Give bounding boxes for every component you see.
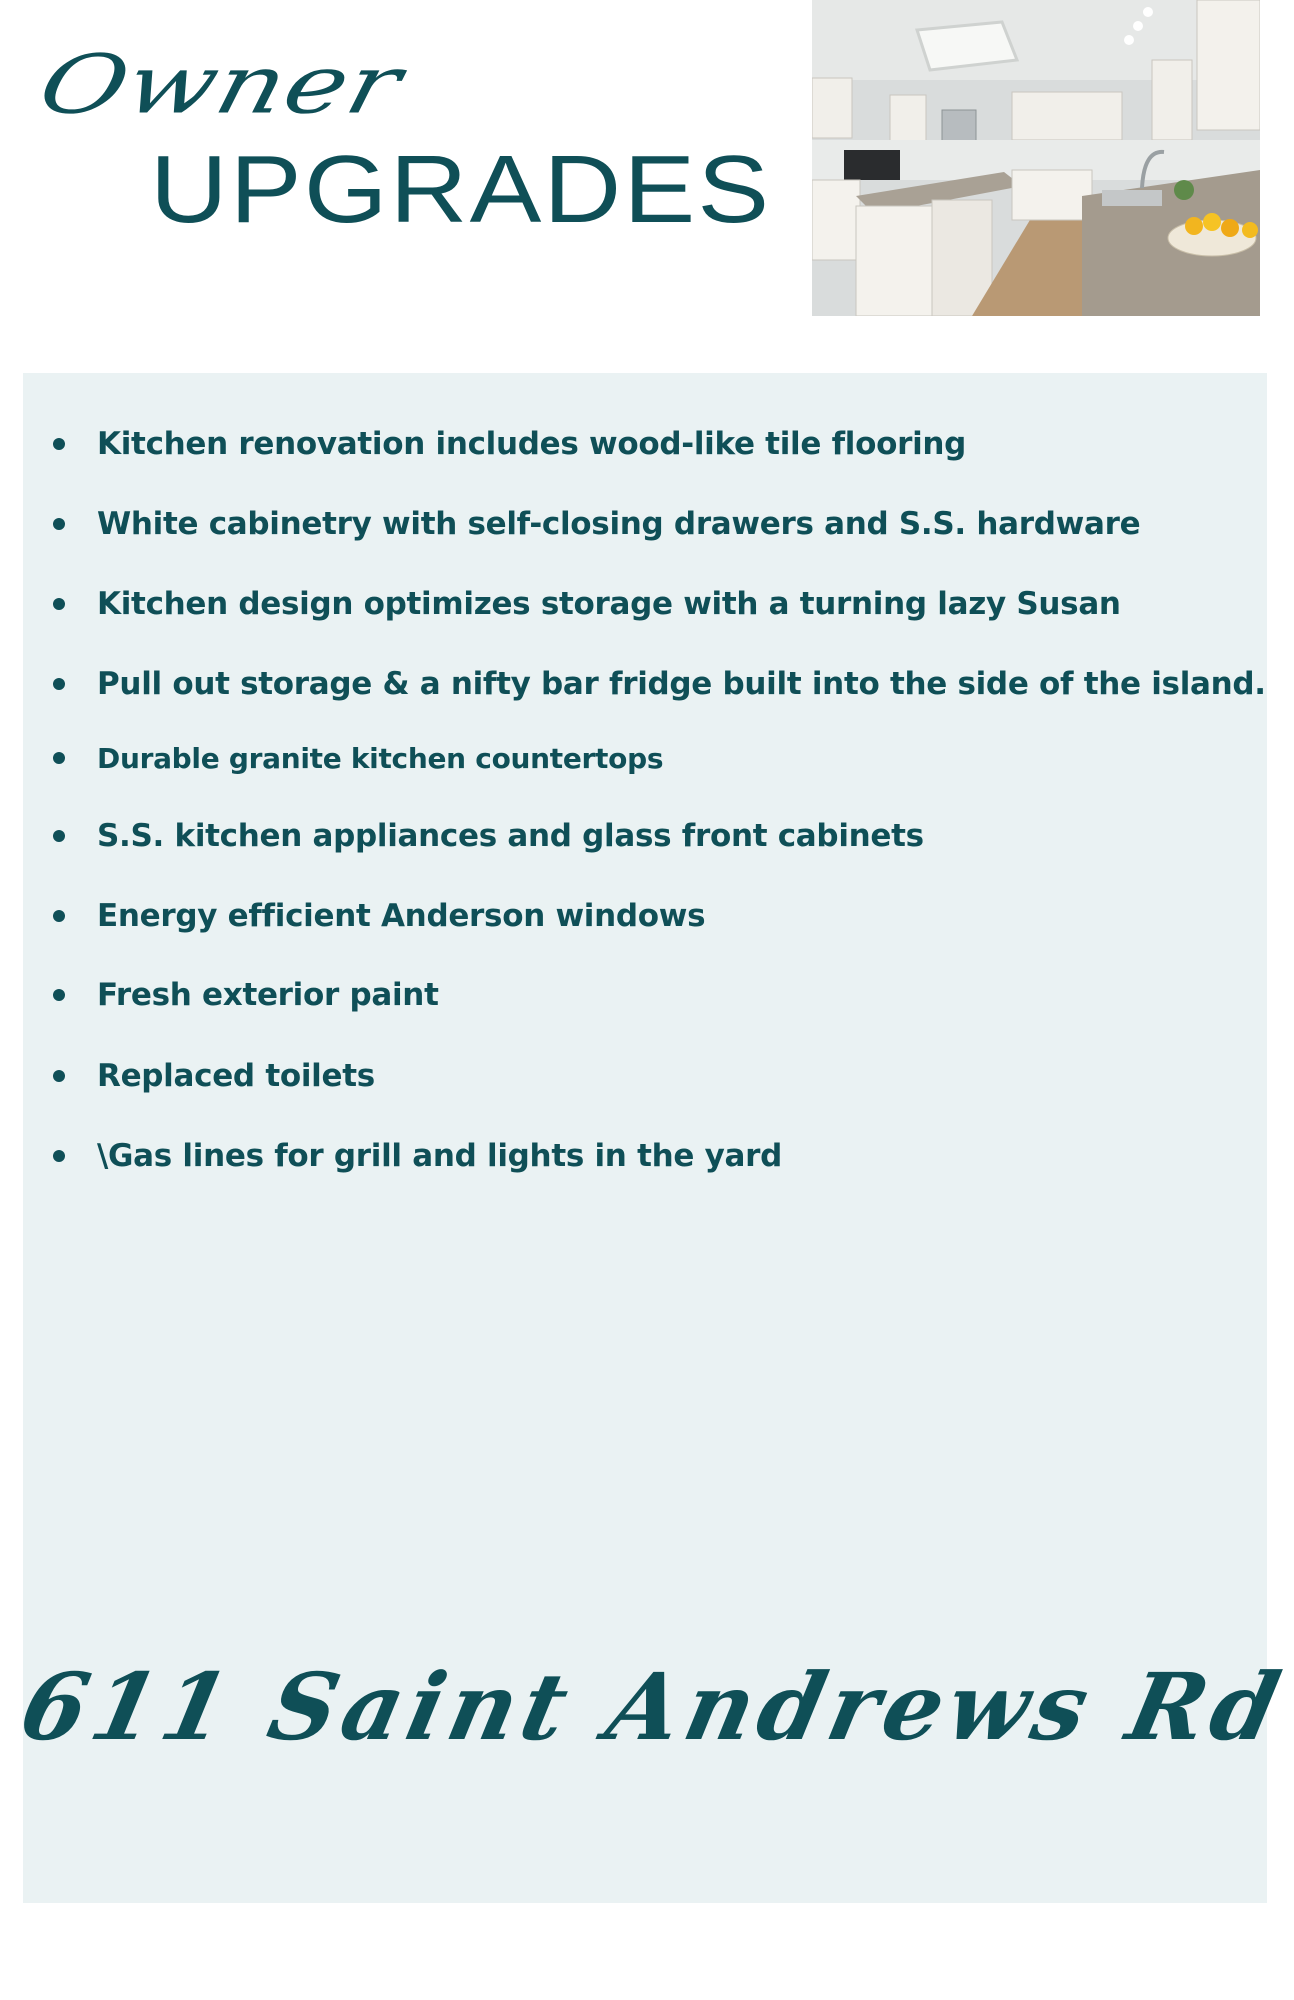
upgrades-panel: [11, 373, 1294, 1903]
header-script-word: Owner: [30, 36, 412, 133]
feature-text: Pull out storage & a nifty bar fridge built into the side of the island.: [97, 666, 1266, 702]
list-item: [53, 1051, 375, 1101]
bullet-icon: [53, 1070, 65, 1082]
list-item: [53, 811, 924, 861]
bullet-icon: [53, 518, 65, 530]
page-title: UPGRADES: [150, 136, 772, 243]
list-item: [53, 1131, 782, 1181]
kitchen-photo: [812, 0, 1260, 316]
property-address: 611 Saint Andrews Rd: [11, 1653, 1294, 1761]
list-item: [53, 970, 439, 1020]
list-item: [53, 499, 1140, 549]
bullet-icon: [53, 678, 65, 690]
list-item: [53, 891, 705, 941]
page-header: [30, 36, 772, 248]
bullet-icon: [53, 598, 65, 610]
feature-text: Replaced toilets: [97, 1058, 375, 1094]
bullet-icon: [53, 910, 65, 922]
feature-text: Energy efficient Anderson windows: [97, 898, 706, 934]
bullet-icon: [53, 989, 65, 1001]
list-item: [53, 579, 1121, 629]
feature-text: Durable granite kitchen countertops: [97, 741, 664, 775]
feature-text: \Gas lines for grill and lights in the yard: [97, 1138, 782, 1174]
feature-text: Kitchen design optimizes storage with a turning lazy Susan: [97, 586, 1121, 622]
list-item: [53, 419, 966, 469]
bullet-icon: [53, 830, 65, 842]
bullet-icon: [53, 438, 65, 450]
feature-text: Kitchen renovation includes wood-like tile flooring: [97, 426, 967, 462]
bullet-icon: [53, 752, 65, 764]
list-item: [53, 659, 1266, 709]
feature-text: White cabinetry with self-closing drawers and S.S. hardware: [97, 506, 1141, 542]
list-item: [53, 733, 663, 783]
bullet-icon: [53, 1150, 65, 1162]
feature-text: Fresh exterior paint: [97, 977, 439, 1013]
feature-text: S.S. kitchen appliances and glass front cabinets: [97, 818, 924, 854]
kitchen-photo-icon: [812, 0, 1260, 316]
